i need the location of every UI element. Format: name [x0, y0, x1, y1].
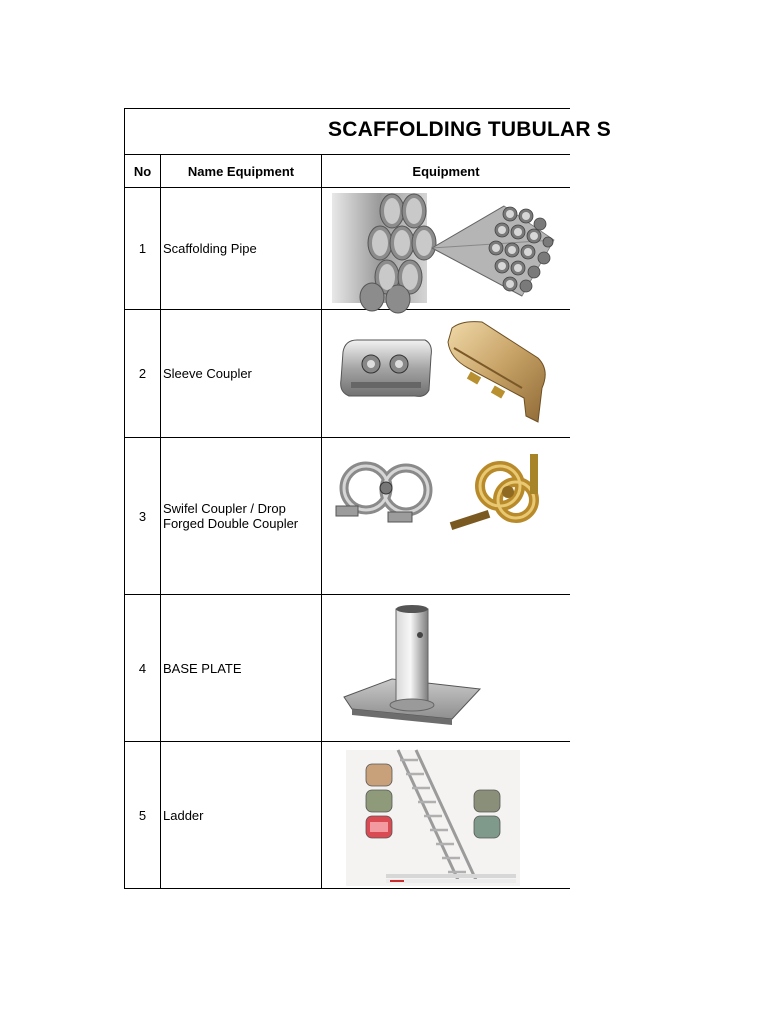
table-row [125, 188, 570, 310]
equipment-pictures [322, 438, 570, 594]
sheet-title: SCAFFOLDING TUBULAR S [328, 118, 612, 141]
equipment-name: Swifel Coupler / Drop Forged Double Coupler [161, 438, 322, 594]
header-name: Name Equipment [161, 155, 322, 187]
equipment-name: Sleeve Coupler [161, 310, 322, 437]
table-row [125, 595, 570, 742]
sleeve-coupler-yellow-image [442, 318, 552, 426]
table-row [125, 742, 570, 888]
equipment-pictures [322, 310, 570, 437]
title-row [125, 109, 612, 155]
equipment-name: BASE PLATE [161, 595, 322, 741]
ladder-image [346, 750, 520, 886]
base-plate-image [342, 605, 482, 733]
equipment-sheet [124, 108, 612, 889]
row-number: 1 [125, 188, 161, 309]
equipment-pictures [322, 742, 570, 888]
equipment-name: Ladder [161, 742, 322, 888]
pipe-bundle-image [432, 200, 554, 298]
header-equipment: Equipment [412, 163, 480, 179]
swivel-coupler-yellow-image [446, 446, 550, 536]
row-number: 5 [125, 742, 161, 888]
row-number: 4 [125, 595, 161, 741]
table-row [125, 438, 570, 595]
swivel-coupler-image [330, 452, 442, 532]
sleeve-coupler-image [337, 332, 435, 404]
header-no: No [125, 155, 161, 187]
row-number: 3 [125, 438, 161, 594]
equipment-pictures [322, 188, 570, 309]
equipment-pictures [322, 595, 570, 741]
equipment-name: Scaffolding Pipe [161, 188, 322, 309]
header-row [125, 155, 570, 188]
table-row [125, 310, 570, 438]
pipe-stack-image [332, 193, 427, 303]
row-number: 2 [125, 310, 161, 437]
